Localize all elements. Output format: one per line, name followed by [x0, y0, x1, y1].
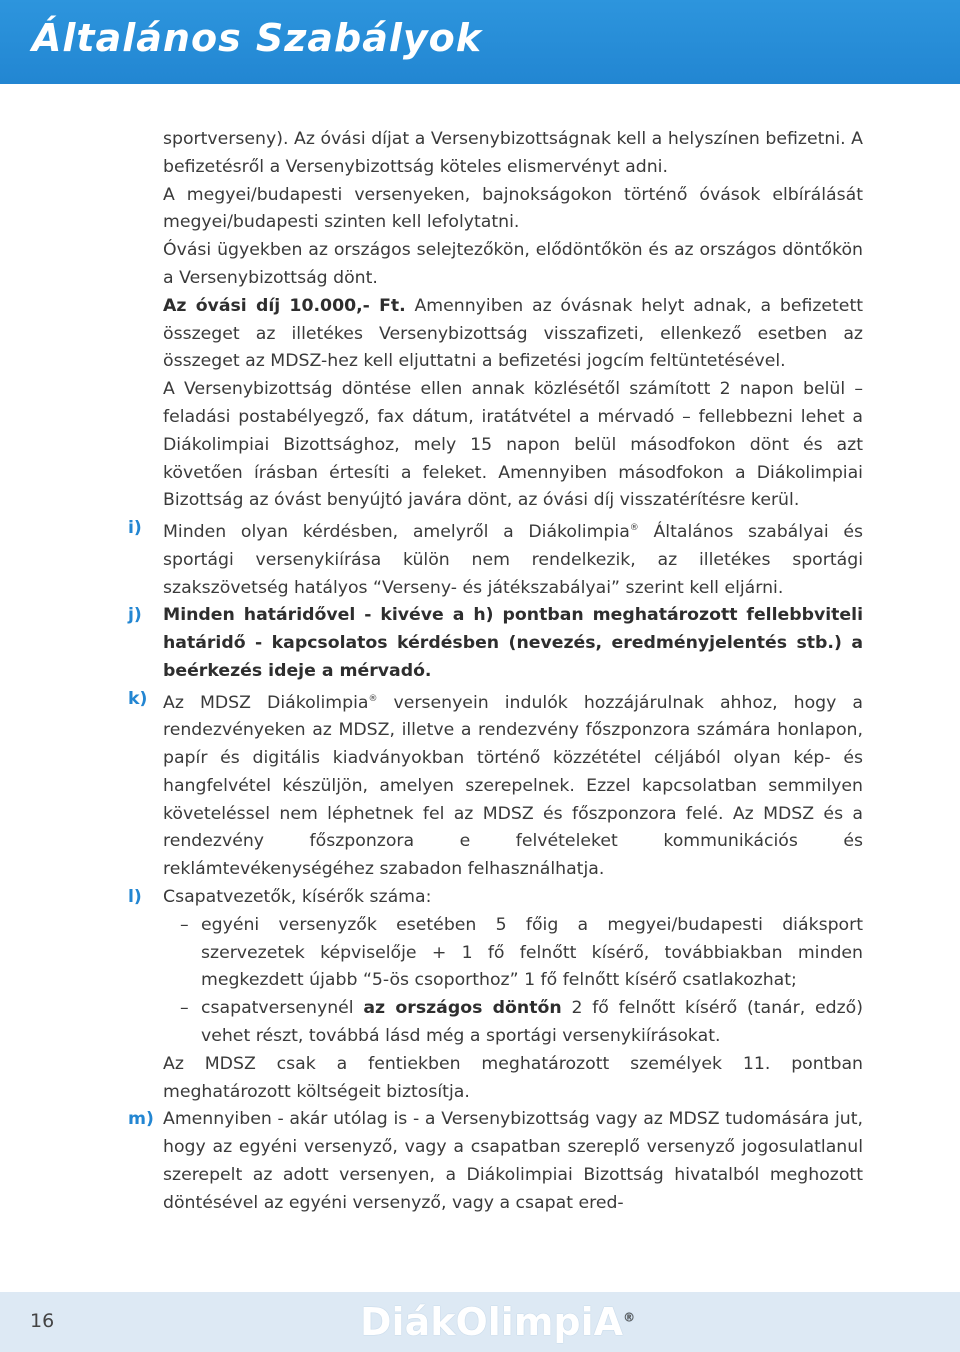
paragraph-continuation	[0, 126, 863, 182]
rule-label: k)	[128, 688, 148, 709]
rule-text: Csapatvezetők, kísérők száma:	[163, 887, 432, 908]
page-header	[0, 0, 960, 84]
rule-label: i)	[128, 518, 142, 539]
paragraph-text: A megyei/budapesti versenyeken, bajnokságokon történő óvások elbírálását megyei/budapesti szinten kell lefolytatni.	[163, 184, 863, 233]
registered-mark: ®	[629, 523, 639, 534]
paragraph-text: sportverseny). Az óvási díjat a Versenybizottságnak kell a helyszínen befizetni. A befizetésről a Versenybizottság köteles elismervényt adni.	[163, 129, 863, 177]
list-item-text: egyéni versenyzők esetében 5 főig a megyei/budapesti diáksport szervezetek képviselője + 1 fő felnőtt kísérő, továbbiakban minden megkezdett újabb “5-ös csoporthoz” 1 fő felnőtt kísérő csatlakozhat;	[201, 914, 863, 991]
diakolimpia-logo	[360, 1300, 635, 1344]
list-item	[0, 912, 863, 995]
fee-emphasis: Az óvási díj 10.000,- Ft.	[163, 295, 406, 316]
dash-bullet: –	[180, 914, 189, 935]
page-footer	[0, 1292, 960, 1352]
rule-text: Az MDSZ csak a fentiekben meghatározott személyek 11. pontban meghatározott költségeit biztosítja.	[163, 1053, 863, 1102]
rule-text: Minden határidővel - kivéve a h) pontban meghatározott fellebbviteli határidő - kapcsolatos kérdésben (nevezés, eredményjelentés stb.) a beérkezés ideje a mérvadó.	[163, 605, 863, 681]
dash-bullet: –	[180, 998, 189, 1019]
paragraph-appeal-regional	[0, 182, 863, 238]
registered-mark: ®	[368, 693, 378, 704]
rule-text-part: Általános szabályai és sportági versenykiírása külön nem rendelkezik, az illetékes sportági szakszövetség hatályos “Verseny- és játékszabályai” szerint kell eljárni.	[163, 521, 863, 598]
rule-label: l)	[128, 887, 142, 908]
list-item	[0, 995, 863, 1051]
paragraph-text: Óvási ügyekben az országos selejtezőkön, elődöntőkön és az országos döntőkön a Versenybizottság dönt.	[163, 240, 863, 288]
logo-text: DiákOlimpiA	[360, 1300, 624, 1344]
rule-text-part: versenyein indulók hozzájárulnak ahhoz, hogy a rendezvényeken az MDSZ, illetve a rendezvény főszponzora számára honlapon, papír és digitális kiadványokban történő közzététel céljából olyan kép- és hangfelvétel készüljön, amelyen szerepelnek. Ezzel kapcsolatban semmilyen követeléssel nem léphetnek fel az MDSZ és főszponzora felé. Az MDSZ és a rendezvény főszponzora e felvételeket kommunikációs és reklámtevékenységéhez szabadon felhasználhatja.	[163, 692, 863, 880]
rule-item-l	[0, 884, 863, 912]
document-body	[0, 126, 960, 1218]
rule-text: Amennyiben - akár utólag is - a Versenybizottság vagy az MDSZ tudomására jut, hogy az egyéni versenyző, vagy a csapatban szereplő versenyző jogosulatlanul szerepelt az adott versenyen, a Diákolimpiai Bizottság hivatalból meghozott döntésével az egyéni versenyző, vagy a csapat ered-	[163, 1109, 863, 1213]
paragraph-appeal-fee	[0, 293, 863, 376]
rule-item-m	[0, 1106, 863, 1217]
rule-text	[163, 515, 863, 602]
section-title: Általános Szabályok	[32, 16, 483, 60]
rule-text-part: Az MDSZ Diákolimpia	[163, 692, 369, 713]
rule-item-l-note	[0, 1051, 863, 1107]
list-text-part: 2 fő felnőtt kísérő (tanár, edző) vehet részt, továbbá lásd még a sportági versenykiírásokat.	[201, 998, 863, 1047]
logo-registered-mark: ®	[623, 1310, 636, 1325]
rule-text-part: Minden olyan kérdésben, amelyről a Diákolimpia	[163, 521, 630, 542]
rule-label: m)	[128, 1109, 154, 1130]
list-item-text	[201, 995, 863, 1051]
rule-label: j)	[128, 605, 142, 626]
paragraph-text	[163, 293, 863, 376]
list-text-emphasis: az országos döntőn	[363, 998, 562, 1019]
rule-item-j	[0, 602, 863, 685]
paragraph-second-instance	[0, 376, 863, 515]
fee-text: Amennyiben az óvásnak helyt adnak, a befizetett összeget az illetékes Versenybizottság visszafizeti, ellenkező esetben az összeget az MDSZ-hez kell eljuttatni a befizetési jogcím feltüntetésével.	[163, 295, 863, 372]
paragraph-text: A Versenybizottság döntése ellen annak közlésétől számított 2 napon belül – feladási postabélyegző, fax dátum, iratátvétel a mérvadó – fellebbezni lehet a Diákolimpiai Bizottsághoz, mely 15 napon belül másodfokon dönt és azt követően írásban értesíti a feleket. Amennyiben másodfokon a Diákolimpiai Bizottság az óvást benyújtó javára dönt, az óvási díj visszatérítésre kerül.	[163, 379, 863, 511]
list-text-part: csapatversenynél	[201, 998, 364, 1019]
page-number: 16	[30, 1310, 55, 1332]
rule-item-i	[0, 515, 863, 602]
rule-item-k	[0, 686, 863, 884]
paragraph-appeal-national	[0, 237, 863, 293]
rule-text	[163, 686, 863, 884]
